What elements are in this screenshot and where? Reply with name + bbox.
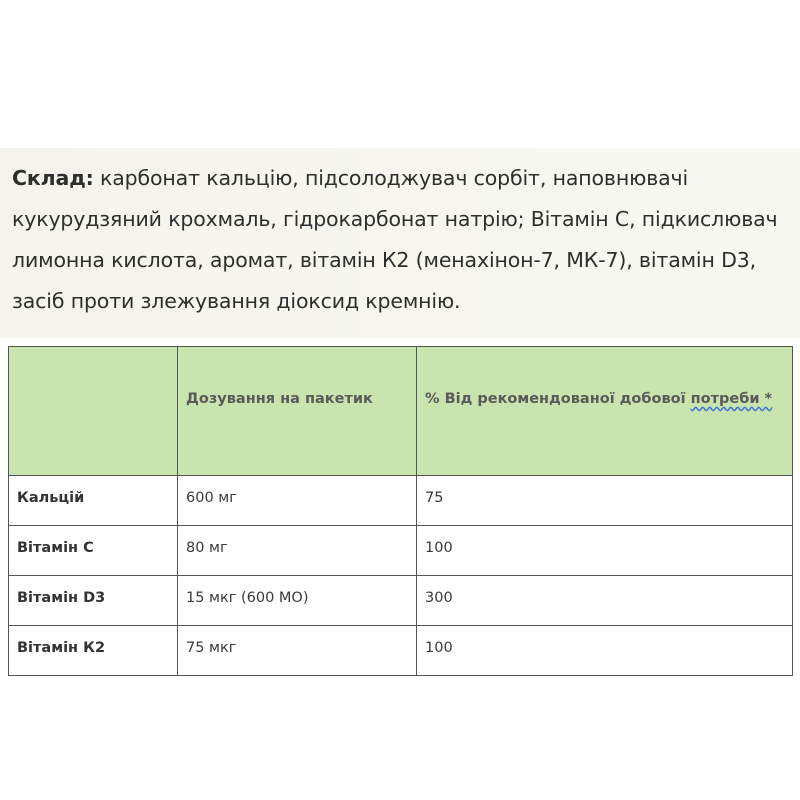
row-daily-percent: 300 — [417, 576, 793, 626]
row-dosage: 80 мг — [178, 526, 417, 576]
composition-label: Склад: — [12, 166, 94, 190]
row-daily-percent: 100 — [417, 626, 793, 676]
row-dosage: 75 мкг — [178, 626, 417, 676]
row-daily-percent: 100 — [417, 526, 793, 576]
table-row — [9, 626, 793, 676]
header-cell-nutrient — [9, 347, 178, 476]
header-cell-daily-value — [417, 347, 793, 476]
table-row — [9, 526, 793, 576]
composition-text-block — [0, 148, 800, 338]
row-nutrient-name: Кальцій — [9, 476, 178, 526]
table-row — [9, 576, 793, 626]
table-header-row — [9, 347, 793, 476]
row-daily-percent: 75 — [417, 476, 793, 526]
nutrition-table — [8, 346, 793, 676]
composition-ingredients: карбонат кальцію, підсолоджувач сорбіт, наповнювачі кукурудзяний крохмаль, гідрокарбонат натрію; Вітамін С, підкислювач лимонна кислота, аромат, вітамін К2 (менахінон-7, МК-7), вітамін D3, засіб проти злежування діоксид кремнію. — [12, 166, 778, 313]
row-dosage: 15 мкг (600 МО) — [178, 576, 417, 626]
header-daily-value-text: % Від рекомендованої добової — [425, 391, 691, 407]
header-daily-value-underlined: потреби * — [690, 391, 773, 407]
row-nutrient-name: Вітамін D3 — [9, 576, 178, 626]
row-nutrient-name: Вітамін К2 — [9, 626, 178, 676]
row-nutrient-name: Вітамін С — [9, 526, 178, 576]
nutrition-table-container — [8, 346, 792, 676]
row-dosage: 600 мг — [178, 476, 417, 526]
table-row — [9, 476, 793, 526]
header-cell-dosage: Дозування на пакетик — [178, 347, 417, 476]
